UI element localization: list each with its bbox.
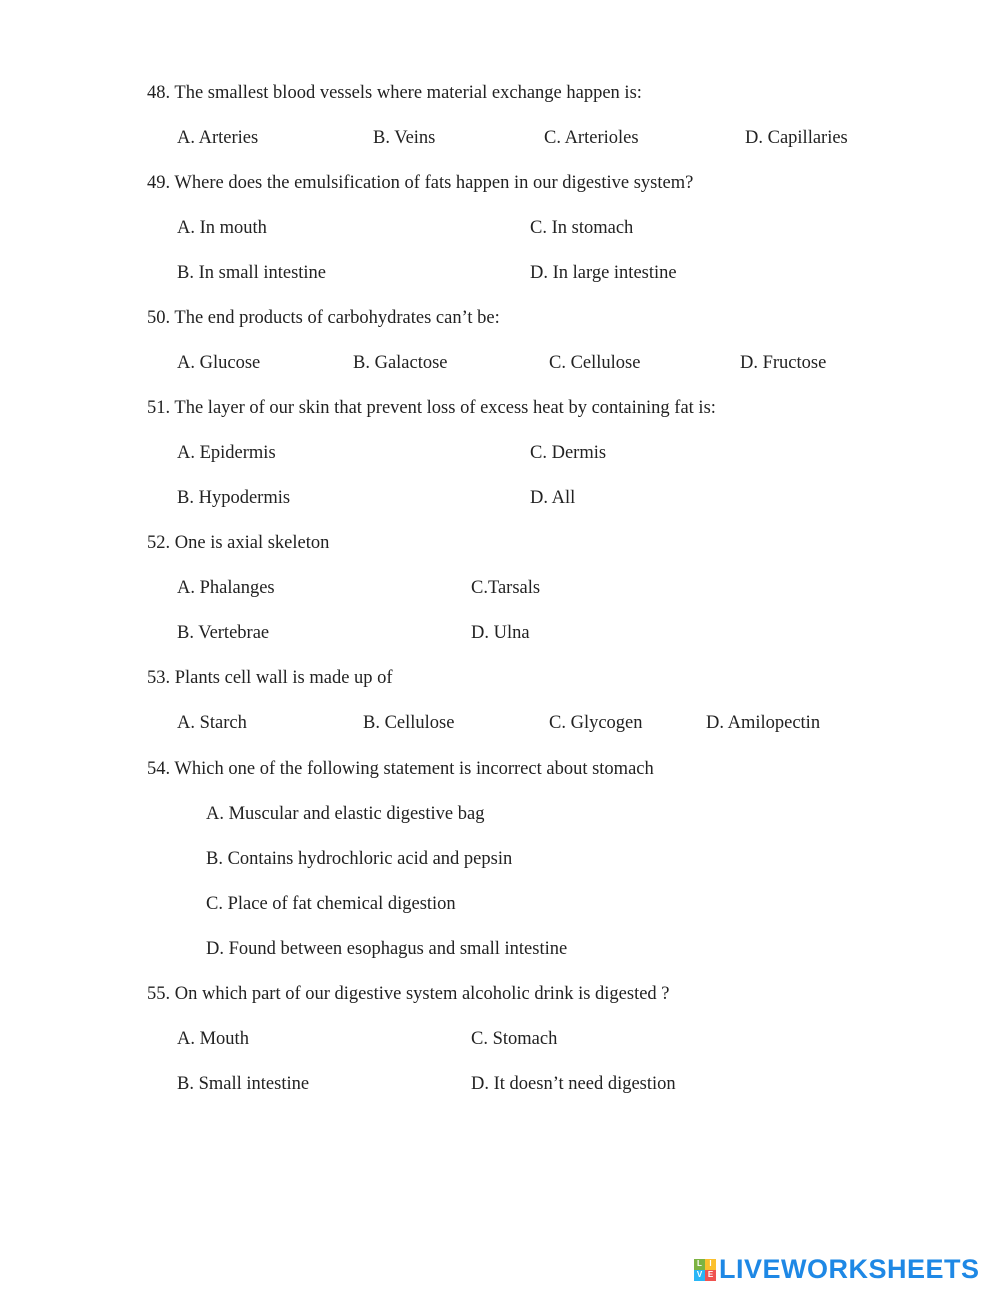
q53-option-d: D. Amilopectin <box>706 713 821 733</box>
liveworksheets-badge-icon: L I V E <box>694 1259 716 1281</box>
q51-option-c: C. Dermis <box>530 443 607 463</box>
q52-option-d: D. Ulna <box>471 623 530 643</box>
q50-option-b: B. Galactose <box>353 353 448 373</box>
q54-option-b: B. Contains hydrochloric acid and pepsin <box>206 849 513 869</box>
question-52: 52. One is axial skeleton <box>147 533 330 553</box>
q51-option-d: D. All <box>530 488 576 508</box>
q55-option-a: A. Mouth <box>177 1029 249 1049</box>
q54-option-d: D. Found between esophagus and small intestine <box>206 939 568 959</box>
q53-option-b: B. Cellulose <box>363 713 455 733</box>
question-49: 49. Where does the emulsification of fats happen in our digestive system? <box>147 173 694 193</box>
q49-option-b: B. In small intestine <box>177 263 327 283</box>
q48-option-c: C. Arterioles <box>544 128 639 148</box>
q52-option-c: C.Tarsals <box>471 578 541 598</box>
liveworksheets-logo <box>694 1256 980 1283</box>
q54-option-a: A. Muscular and elastic digestive bag <box>206 804 485 824</box>
q52-option-b: B. Vertebrae <box>177 623 270 643</box>
q51-option-b: B. Hypodermis <box>177 488 291 508</box>
question-51: 51. The layer of our skin that prevent loss of excess heat by containing fat is: <box>147 398 716 418</box>
q50-option-d: D. Fructose <box>740 353 827 373</box>
q55-option-b: B. Small intestine <box>177 1074 310 1094</box>
q55-option-c: C. Stomach <box>471 1029 558 1049</box>
q50-option-a: A. Glucose <box>177 353 261 373</box>
q49-option-d: D. In large intestine <box>530 263 677 283</box>
question-53: 53. Plants cell wall is made up of <box>147 668 393 688</box>
q55-option-d: D. It doesn’t need digestion <box>471 1074 676 1094</box>
logo-text: LIVEWORKSHEETS <box>719 1254 980 1284</box>
question-55: 55. On which part of our digestive system alcoholic drink is digested ? <box>147 984 670 1004</box>
q48-option-d: D. Capillaries <box>745 128 848 148</box>
question-48: 48. The smallest blood vessels where material exchange happen is: <box>147 83 642 103</box>
q51-option-a: A. Epidermis <box>177 443 276 463</box>
q48-option-b: B. Veins <box>373 128 436 148</box>
q49-option-a: A. In mouth <box>177 218 267 238</box>
q53-option-c: C. Glycogen <box>549 713 643 733</box>
question-54: 54. Which one of the following statement is incorrect about stomach <box>147 759 654 779</box>
q54-option-c: C. Place of fat chemical digestion <box>206 894 456 914</box>
q53-option-a: A. Starch <box>177 713 247 733</box>
q52-option-a: A. Phalanges <box>177 578 275 598</box>
question-50: 50. The end products of carbohydrates can’t be: <box>147 308 500 328</box>
q50-option-c: C. Cellulose <box>549 353 641 373</box>
q49-option-c: C. In stomach <box>530 218 634 238</box>
q48-option-a: A. Arteries <box>177 128 259 148</box>
